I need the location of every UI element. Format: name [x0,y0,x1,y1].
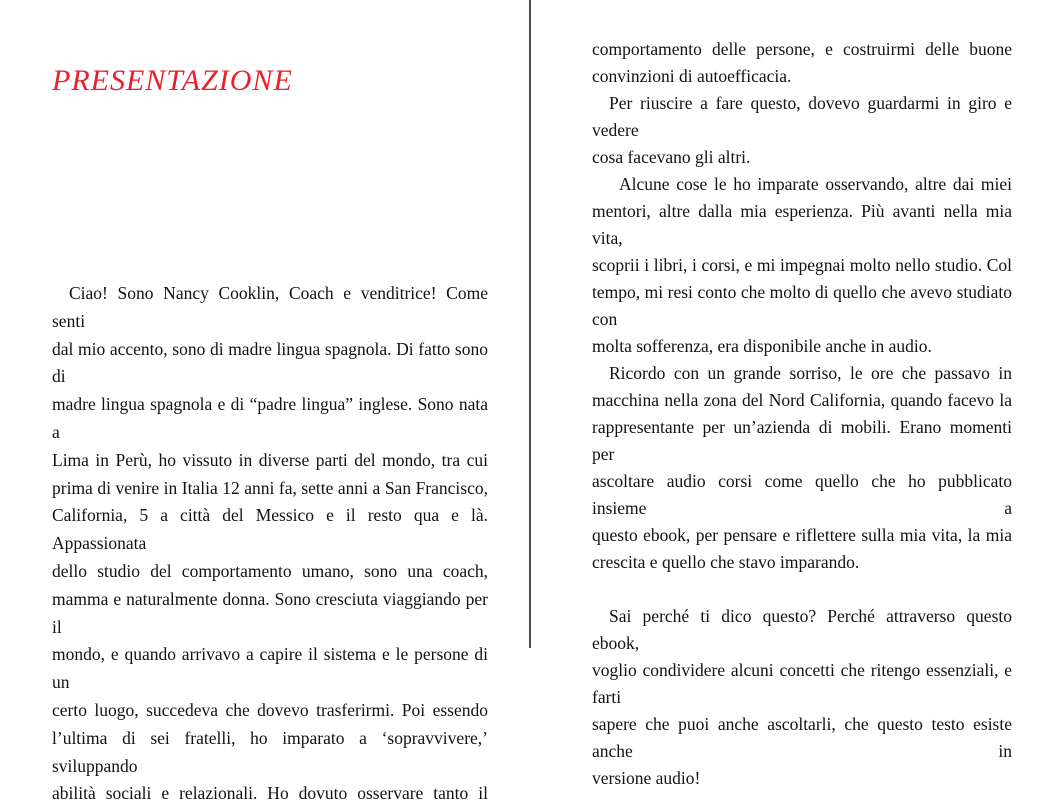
text-line: scoprii i libri, i corsi, e mi impegnai molto nello studio. Col [592,255,1012,275]
text-line: mamma e naturalmente donna. Sono cresciuta viaggiando per il [52,588,488,637]
text-line: dello studio del comportamento umano, sono una coach, [52,560,488,581]
text-line: Per riuscire a fare questo, dovevo guardarmi in giro e vedere [592,93,1012,140]
text-line: mondo, e quando arrivavo a capire il sistema e le persone di un [52,644,488,693]
text-line: crescita e quello che stavo imparando. [592,552,860,572]
text-line: California, 5 a città del Messico e il resto qua e là. Appassionata [52,505,488,554]
page-divider [529,0,531,648]
paragraph [592,360,1012,576]
text-line: prima di venire in Italia 12 anni fa, sette anni a San Francisco, [52,477,488,498]
text-line: l’ultima di sei fratelli, ho imparato a ‘sopravvivere,’ sviluppando [52,727,488,776]
paragraph [592,603,1012,792]
text-line: madre lingua spagnola e di “padre lingua” inglese. Sono nata a [52,394,488,442]
text-line: voglio condividere alcuni concetti che ritengo essenziali, e farti [592,660,1012,707]
text-line: sapere che puoi anche ascoltarli, che questo testo esiste anche in [592,714,1012,761]
text-line: tempo, mi resi conto che molto di quello che avevo studiato con [592,282,1012,329]
text-line: Ricordo con un grande sorriso, le ore che passavo in [609,363,1012,383]
paragraph [52,280,488,808]
text-line: abilità sociali e relazionali. Ho dovuto osservare tanto il [52,783,488,804]
text-line: questo ebook, per pensare e riflettere sulla mia vita, la mia [592,525,1012,545]
text-line: mentori, altre dalla mia esperienza. Più avanti nella mia vita, [592,201,1012,248]
text-line: molta sofferenza, era disponibile anche in audio. [592,336,932,356]
text-line: rappresentante per un’azienda di mobili. Erano momenti per [592,417,1012,464]
text-line: Ciao! Sono Nancy Cooklin, Coach e venditrice! Come senti [52,283,488,331]
text-line: versione audio! [592,768,701,788]
paragraph [592,171,1012,360]
text-line: Lima in Perù, ho vissuto in diverse parti del mondo, tra cui [52,449,488,470]
text-line: Sai perché ti dico questo? Perché attraverso questo ebook, [592,606,1012,653]
text-line: certo luogo, succedeva che dovevo trasferirmi. Poi essendo [52,699,488,720]
text-line: dal mio accento, sono di madre lingua spagnola. Di fatto sono di [52,338,488,387]
chapter-title: PRESENTAZIONE [52,64,293,97]
text-line: ascoltare audio corsi come quello che ho pubblicato insieme a [592,471,1012,518]
text-line: macchina nella zona del Nord California, quando facevo la [592,390,1012,410]
text-line: Alcune cose le ho imparate osservando, altre dai miei [619,174,1012,194]
text-line: comportamento delle persone, e costruirmi delle buone [592,39,1012,59]
right-page-text [592,36,1012,792]
paragraph [592,90,1012,171]
text-line: cosa facevano gli altri. [592,147,751,167]
paragraph [592,36,1012,90]
left-page-text [52,280,488,808]
text-line: convinzioni di autoefficacia. [592,66,792,86]
